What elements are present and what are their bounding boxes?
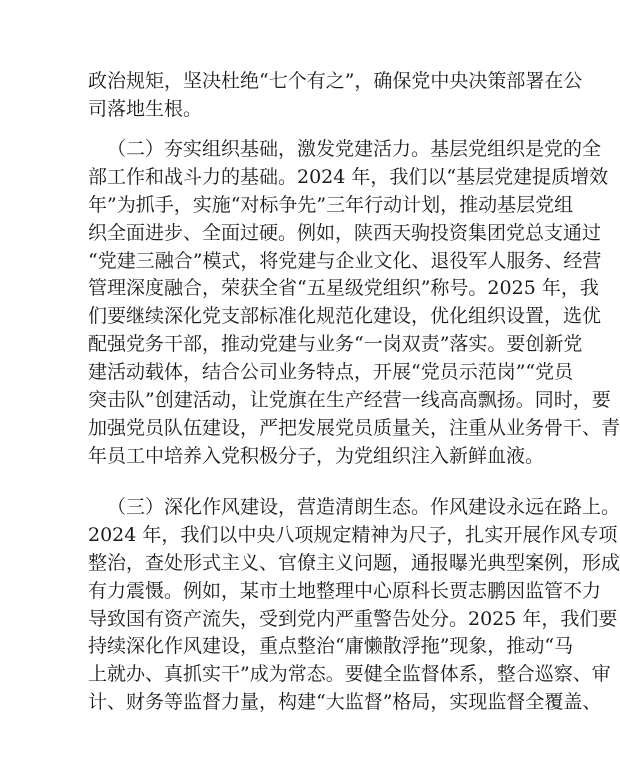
text-line: 建活动载体，结合公司业务特点，开展“党员示范岗”“党员 xyxy=(88,361,574,384)
paragraph-section-2 xyxy=(88,136,620,471)
section-3-heading-line: （三）深化作风建设，营造清朗生态。作风建设永远在路上。 xyxy=(107,496,620,518)
text-line: 计、财务等监督力量，构建“大监督”格局，实现监督全覆盖、 xyxy=(88,691,602,714)
text-line: 年员工中培养入党积极分子，为党组织注入新鲜血液。 xyxy=(88,444,545,467)
text-line: 们要继续深化党支部标准化规范化建设，优化组织设置，选优 xyxy=(88,305,602,328)
text-line: 司落地生根。 xyxy=(88,97,203,120)
text-line: 织全面进步、全面过硬。例如，陕西天驹投资集团党总支通过 xyxy=(88,221,602,244)
text-line: 上就办、真抓实干”成为常态。要健全监督体系，整合巡察、审 xyxy=(88,663,611,686)
text-line: 政治规矩，坚决杜绝“七个有之”，确保党中央决策部署在公 xyxy=(88,70,583,92)
text-line: 加强党员队伍建设，严把发展党员质量关，注重从业务骨干、青 xyxy=(88,416,620,439)
text-line: 管理深度融合，荣获全省“五星级党组织”称号。2025 年，我 xyxy=(88,277,599,300)
text-line: 年”为抓手，实施“对标争先”三年行动计划，推动基层党组 xyxy=(88,193,574,216)
text-line: 配强党务干部，推动党建与业务“一岗双责”落实。要创新党 xyxy=(88,333,583,356)
paragraph-continuation xyxy=(88,68,583,124)
text-line: 2024 年，我们以中央八项规定精神为尺子，扎实开展作风专项 xyxy=(88,523,618,546)
text-line: “党建三融合”模式，将党建与企业文化、退役军人服务、经营 xyxy=(88,249,602,272)
text-line: 有力震慑。例如，某市土地整理中心原科长贾志鹏因监管不力 xyxy=(88,579,602,602)
paragraph-section-3 xyxy=(88,494,620,717)
text-line: 部工作和战斗力的基础。2024 年，我们以“基层党建提质增效 xyxy=(88,165,609,188)
text-line: 整治，查处形式主义、官僚主义问题，通报曝光典型案例，形成 xyxy=(88,551,620,574)
text-line: 持续深化作风建设，重点整治“庸懒散浮拖”现象，推动“马 xyxy=(88,635,574,658)
section-2-heading-line: （二）夯实组织基础，激发党建活力。基层党组织是党的全 xyxy=(107,138,602,160)
text-line: 导致国有资产流失，受到党内严重警告处分。2025 年，我们要 xyxy=(88,607,618,630)
text-line: 突击队”创建活动，让党旗在生产经营一线高高飘扬。同时，要 xyxy=(88,389,611,412)
